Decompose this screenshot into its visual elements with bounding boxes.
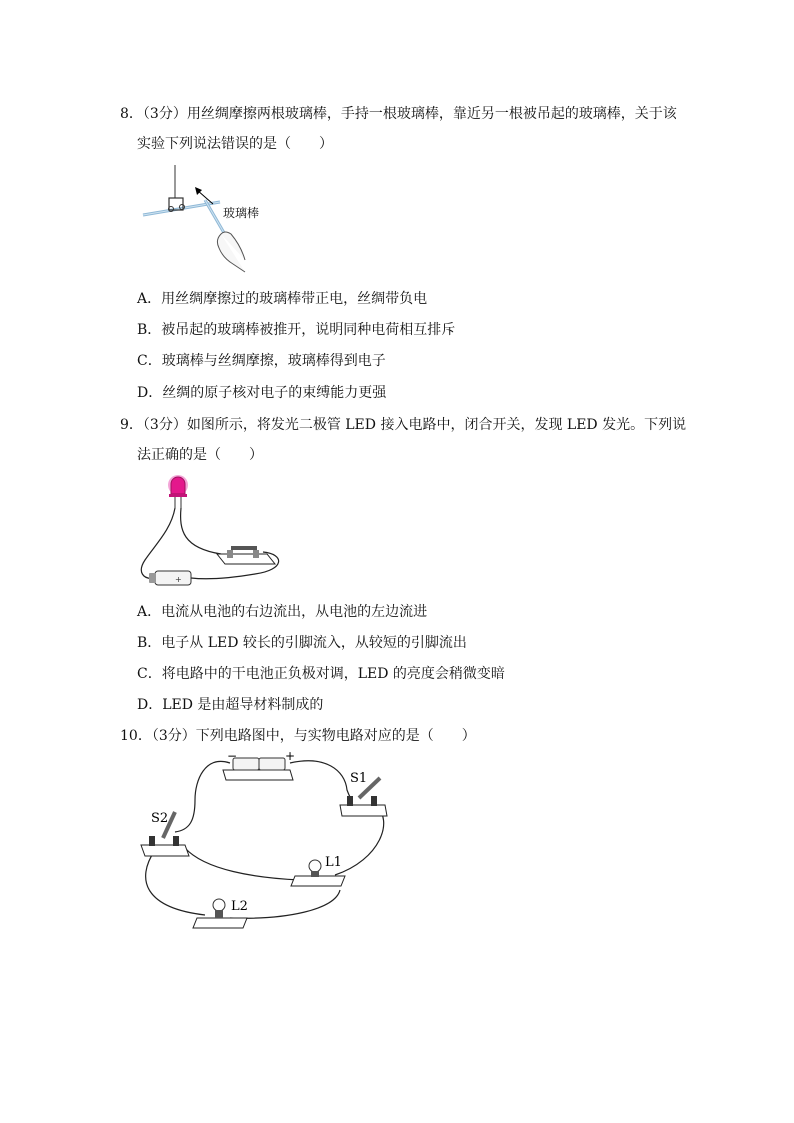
q8-option-c: C．玻璃棒与丝绸摩擦，玻璃棒得到电子 bbox=[137, 353, 386, 369]
q9-led-circuit-figure bbox=[135, 470, 295, 595]
q9-option-d: D．LED 是由超导材料制成的 bbox=[137, 697, 324, 713]
q8-option-d: D．丝绸的原子核对电子的束缚能力更强 bbox=[137, 385, 387, 401]
q9-option-c: C．将电路中的干电池正负极对调，LED 的亮度会稍微变暗 bbox=[137, 666, 505, 682]
q10-battery-plus-label: + bbox=[285, 750, 296, 763]
q9-stem-line2: 法正确的是（ ） bbox=[137, 447, 263, 463]
q8-option-a: A．用丝绸摩擦过的玻璃棒带正电，丝绸带负电 bbox=[137, 291, 428, 307]
q10-battery-minus-label: − bbox=[227, 750, 238, 763]
q10-l1-label: L1 bbox=[325, 855, 342, 870]
q8-stem-line2: 实验下列说法错误的是（ ） bbox=[137, 136, 333, 152]
q9-option-a: A．电流从电池的右边流出，从电池的左边流进 bbox=[137, 604, 428, 620]
q10-s1-label: S1 bbox=[350, 771, 368, 786]
q10-stem: 10．（3分）下列电路图中，与实物电路对应的是（ ） bbox=[120, 728, 476, 744]
q8-glass-rod-figure bbox=[135, 160, 295, 280]
q9-option-b: B．电子从 LED 较长的引脚流入，从较短的引脚流出 bbox=[137, 635, 467, 651]
q10-l2-label: L2 bbox=[231, 899, 248, 914]
q8-option-b: B．被吊起的玻璃棒被推开，说明同种电荷相互排斥 bbox=[137, 322, 456, 338]
q9-stem-line1: 9．（3分）如图所示，将发光二极管 LED 接入电路中，闭合开关，发现 LED 发光。下列说 bbox=[120, 417, 687, 433]
svg-text:+: + bbox=[175, 575, 182, 584]
q10-physical-circuit-figure bbox=[135, 750, 395, 940]
q8-stem-line1: 8．（3分）用丝绸摩擦两根玻璃棒，手持一根玻璃棒，靠近另一根被吊起的玻璃棒，关于该 bbox=[120, 106, 677, 122]
q8-figure-label: 玻璃棒 bbox=[223, 206, 260, 220]
q10-s2-label: S2 bbox=[151, 811, 169, 826]
